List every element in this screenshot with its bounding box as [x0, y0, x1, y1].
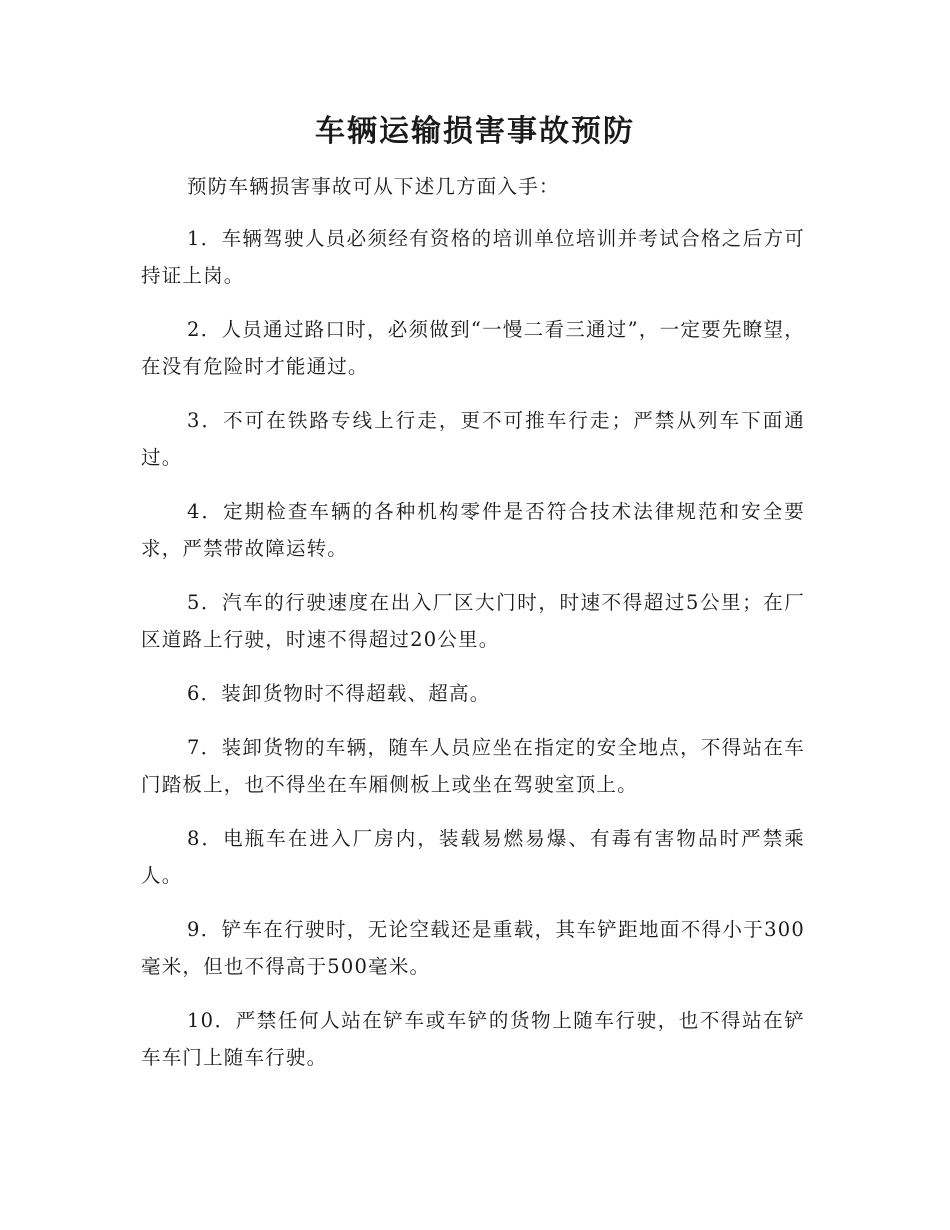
list-item: 7．装卸货物的车辆，随车人员应坐在指定的安全地点，不得站在车门踏板上，也不得坐在车厢侧板上或坐在驾驶室顶上。	[141, 736, 805, 796]
list-item: 6．装卸货物时不得超载、超高。	[187, 682, 491, 705]
list-item: 8．电瓶车在进入厂房内，装载易燃易爆、有毒有害物品时严禁乘人。	[141, 827, 805, 887]
list-item: 10．严禁任何人站在铲车或车铲的货物上随车行驶，也不得站在铲车车门上随车行驶。	[141, 1009, 805, 1069]
document-title: 车辆运输损害事故预防	[315, 114, 635, 149]
intro-paragraph: 预防车辆损害事故可从下述几方面入手：	[187, 175, 560, 198]
list-item: 2．人员通过路口时，必须做到“一慢二看三通过”，一定要先瞭望，在没有危险时才能通过。	[141, 318, 805, 378]
list-item: 1．车辆驾驶人员必须经有资格的培训单位培训并考试合格之后方可持证上岗。	[141, 227, 805, 287]
list-item: 5．汽车的行驶速度在出入厂区大门时，时速不得超过5公里；在厂区道路上行驶，时速不得超过20公里。	[141, 591, 805, 651]
list-item: 4．定期检查车辆的各种机构零件是否符合技术法律规范和安全要求，严禁带故障运转。	[141, 500, 805, 560]
list-item: 3．不可在铁路专线上行走，更不可推车行走；严禁从列车下面通过。	[141, 409, 805, 469]
document-body	[141, 168, 805, 1093]
list-item: 9．铲车在行驶时，无论空载还是重载，其车铲距地面不得小于300毫米，但也不得高于500毫米。	[141, 918, 805, 978]
